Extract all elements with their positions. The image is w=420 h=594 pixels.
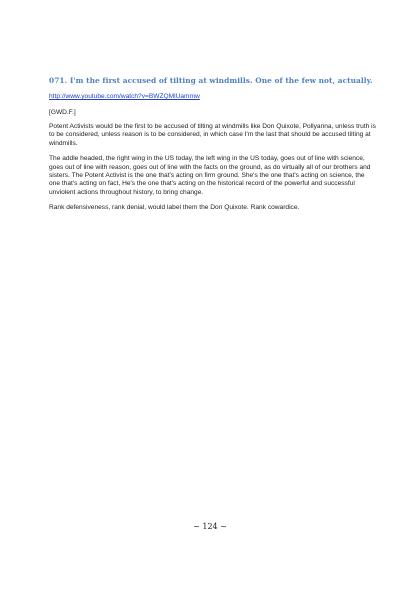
paragraph-1: Potent Activists would be the first to be accused of tilting at windmills like Don Quixote, Pollyanna, unless truth is to be considered, unless reason is to be considered, in which case I'm the last that should be accused tilting at windmills.: [49, 123, 376, 147]
paragraph-3: Rank defensiveness, rank denial, would label them the Don Quixote. Rank cowardice.: [49, 204, 300, 212]
page-number: ~ 124 ~: [193, 522, 227, 531]
video-link[interactable]: http://www.youtube.com/watch?v=BWZQMlUammw: [49, 93, 200, 100]
page-content: [49, 76, 377, 220]
section-heading: 071. I'm the first accused of tilting at windmills. One of the few not, actually.: [49, 76, 373, 85]
author-tag: [GWD.F.]: [49, 109, 76, 116]
paragraph-2: The addle headed, the right wing in the US today, the left wing in the US today, goes out of line with science, goes out of line with reason, goes out of line with the facts on the ground, as do virtually all of our brothers and sisters. The Potent Activist is the one that's acting on firm ground. She's the one that's acting on science, the one that's acting on fact, He's the one that's acting on the historical record of the powerful and successful unviolent actions throughout history, to bring change.: [49, 155, 371, 196]
